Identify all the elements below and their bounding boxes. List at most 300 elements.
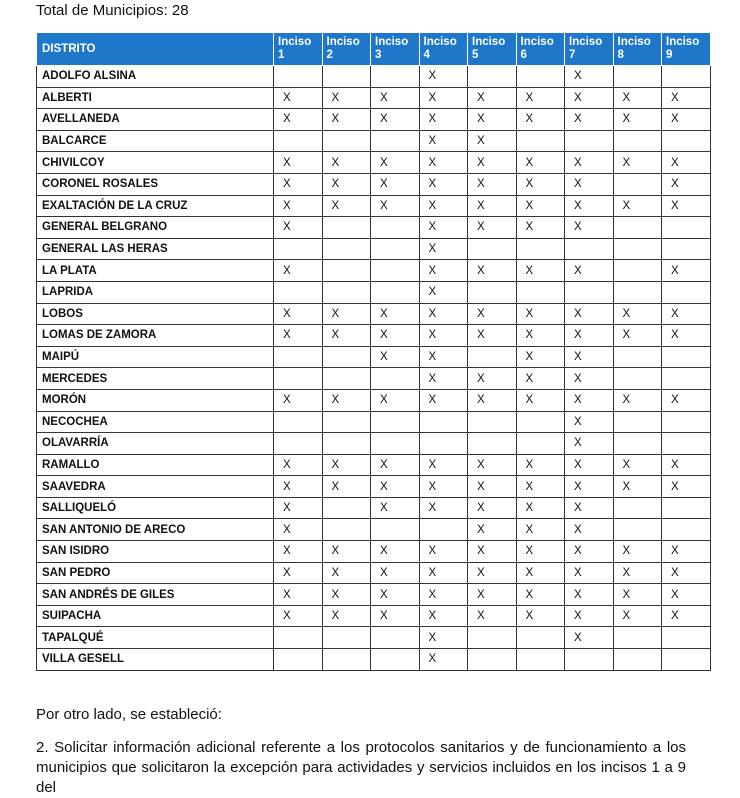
inciso-1-cell	[274, 281, 323, 303]
distrito-cell: MERCEDES	[37, 368, 274, 390]
inciso-4-cell: X	[419, 649, 468, 671]
inciso-8-cell	[613, 433, 662, 455]
inciso-6-cell	[516, 66, 565, 88]
table-row	[37, 562, 711, 584]
inciso-6-cell: X	[516, 87, 565, 109]
header-inciso-2: Inciso 2	[322, 33, 371, 66]
inciso-7-cell	[565, 238, 614, 260]
inciso-4-cell: X	[419, 476, 468, 498]
distrito-cell: BALCARCE	[37, 130, 274, 152]
inciso-4-cell: X	[419, 152, 468, 174]
inciso-3-cell: X	[371, 389, 420, 411]
table-row	[37, 627, 711, 649]
inciso-2-cell	[322, 130, 371, 152]
inciso-1-cell: X	[274, 389, 323, 411]
inciso-4-cell: X	[419, 195, 468, 217]
header-inciso-8: Inciso 8	[613, 33, 662, 66]
table-header-row	[37, 33, 711, 66]
inciso-1-cell: X	[274, 454, 323, 476]
header-inciso-4: Inciso 4	[419, 33, 468, 66]
inciso-8-cell	[613, 217, 662, 239]
inciso-2-cell: X	[322, 109, 371, 131]
table-row	[37, 260, 711, 282]
inciso-5-cell	[468, 649, 517, 671]
inciso-3-cell	[371, 649, 420, 671]
inciso-6-cell: X	[516, 195, 565, 217]
inciso-3-cell: X	[371, 303, 420, 325]
inciso-6-cell: X	[516, 519, 565, 541]
inciso-5-cell	[468, 281, 517, 303]
inciso-4-cell: X	[419, 605, 468, 627]
inciso-1-cell	[274, 346, 323, 368]
inciso-5-cell	[468, 411, 517, 433]
distrito-cell: GENERAL LAS HERAS	[37, 238, 274, 260]
inciso-8-cell	[613, 281, 662, 303]
distrito-cell: SAN ANDRÉS DE GILES	[37, 584, 274, 606]
inciso-7-cell: X	[565, 217, 614, 239]
inciso-7-cell: X	[565, 152, 614, 174]
inciso-3-cell: X	[371, 497, 420, 519]
table-row	[37, 454, 711, 476]
header-inciso-6: Inciso 6	[516, 33, 565, 66]
distrito-cell: LOBOS	[37, 303, 274, 325]
inciso-5-cell: X	[468, 519, 517, 541]
inciso-6-cell	[516, 649, 565, 671]
inciso-6-cell: X	[516, 152, 565, 174]
inciso-8-cell: X	[613, 476, 662, 498]
inciso-7-cell: X	[565, 66, 614, 88]
inciso-1-cell	[274, 368, 323, 390]
inciso-5-cell: X	[468, 562, 517, 584]
inciso-9-cell: X	[662, 541, 711, 563]
inciso-9-cell	[662, 497, 711, 519]
inciso-2-cell: X	[322, 454, 371, 476]
inciso-4-cell: X	[419, 562, 468, 584]
inciso-4-cell	[419, 433, 468, 455]
inciso-5-cell: X	[468, 152, 517, 174]
inciso-7-cell: X	[565, 195, 614, 217]
inciso-4-cell: X	[419, 130, 468, 152]
inciso-4-cell: X	[419, 497, 468, 519]
inciso-9-cell	[662, 217, 711, 239]
inciso-9-cell: X	[662, 389, 711, 411]
table-row	[37, 325, 711, 347]
distrito-cell: OLAVARRÍA	[37, 433, 274, 455]
distrito-cell: NECOCHEA	[37, 411, 274, 433]
inciso-3-cell: X	[371, 152, 420, 174]
table-row	[37, 649, 711, 671]
inciso-6-cell	[516, 627, 565, 649]
inciso-5-cell: X	[468, 87, 517, 109]
inciso-8-cell	[613, 649, 662, 671]
table-row	[37, 87, 711, 109]
inciso-3-cell: X	[371, 584, 420, 606]
inciso-8-cell: X	[613, 109, 662, 131]
inciso-5-cell: X	[468, 217, 517, 239]
inciso-8-cell	[613, 66, 662, 88]
inciso-6-cell	[516, 238, 565, 260]
inciso-2-cell	[322, 627, 371, 649]
inciso-9-cell	[662, 519, 711, 541]
inciso-8-cell: X	[613, 325, 662, 347]
distrito-cell: LA PLATA	[37, 260, 274, 282]
inciso-3-cell	[371, 519, 420, 541]
inciso-6-cell: X	[516, 173, 565, 195]
inciso-7-cell: X	[565, 519, 614, 541]
inciso-6-cell: X	[516, 497, 565, 519]
inciso-4-cell: X	[419, 303, 468, 325]
inciso-3-cell	[371, 433, 420, 455]
inciso-3-cell: X	[371, 87, 420, 109]
inciso-9-cell	[662, 433, 711, 455]
table-row	[37, 605, 711, 627]
inciso-2-cell	[322, 433, 371, 455]
distrito-cell: ADOLFO ALSINA	[37, 66, 274, 88]
inciso-7-cell: X	[565, 325, 614, 347]
inciso-1-cell: X	[274, 562, 323, 584]
inciso-1-cell: X	[274, 476, 323, 498]
total-municipios-label: Total de Municipios: 28	[36, 2, 189, 19]
inciso-4-cell: X	[419, 260, 468, 282]
inciso-2-cell: X	[322, 541, 371, 563]
inciso-6-cell: X	[516, 325, 565, 347]
inciso-3-cell	[371, 260, 420, 282]
inciso-4-cell: X	[419, 541, 468, 563]
inciso-2-cell: X	[322, 476, 371, 498]
inciso-7-cell: X	[565, 497, 614, 519]
inciso-3-cell: X	[371, 325, 420, 347]
inciso-5-cell: X	[468, 541, 517, 563]
distrito-cell: EXALTACIÓN DE LA CRUZ	[37, 195, 274, 217]
inciso-3-cell	[371, 368, 420, 390]
inciso-1-cell: X	[274, 152, 323, 174]
inciso-2-cell	[322, 217, 371, 239]
inciso-1-cell	[274, 238, 323, 260]
header-inciso-5: Inciso 5	[468, 33, 517, 66]
inciso-1-cell: X	[274, 217, 323, 239]
table-row	[37, 476, 711, 498]
inciso-5-cell: X	[468, 325, 517, 347]
inciso-9-cell: X	[662, 562, 711, 584]
inciso-2-cell: X	[322, 152, 371, 174]
inciso-8-cell: X	[613, 152, 662, 174]
inciso-7-cell	[565, 649, 614, 671]
distrito-cell: MAIPÚ	[37, 346, 274, 368]
municipios-table	[36, 32, 711, 671]
table-row	[37, 368, 711, 390]
inciso-3-cell: X	[371, 541, 420, 563]
inciso-9-cell	[662, 649, 711, 671]
distrito-cell: MORÓN	[37, 389, 274, 411]
inciso-7-cell: X	[565, 433, 614, 455]
inciso-5-cell: X	[468, 476, 517, 498]
inciso-4-cell	[419, 519, 468, 541]
inciso-5-cell: X	[468, 389, 517, 411]
inciso-1-cell: X	[274, 109, 323, 131]
inciso-8-cell: X	[613, 195, 662, 217]
inciso-1-cell: X	[274, 584, 323, 606]
inciso-6-cell	[516, 411, 565, 433]
inciso-7-cell: X	[565, 562, 614, 584]
inciso-8-cell	[613, 130, 662, 152]
inciso-5-cell: X	[468, 130, 517, 152]
table-row	[37, 433, 711, 455]
inciso-2-cell: X	[322, 584, 371, 606]
inciso-7-cell: X	[565, 476, 614, 498]
inciso-9-cell: X	[662, 584, 711, 606]
inciso-7-cell: X	[565, 368, 614, 390]
inciso-3-cell: X	[371, 562, 420, 584]
inciso-3-cell: X	[371, 173, 420, 195]
inciso-8-cell: X	[613, 562, 662, 584]
table-row	[37, 389, 711, 411]
inciso-5-cell: X	[468, 303, 517, 325]
inciso-6-cell: X	[516, 562, 565, 584]
inciso-3-cell	[371, 130, 420, 152]
header-inciso-3: Inciso 3	[371, 33, 420, 66]
inciso-9-cell: X	[662, 476, 711, 498]
inciso-3-cell	[371, 66, 420, 88]
inciso-7-cell: X	[565, 260, 614, 282]
inciso-9-cell	[662, 281, 711, 303]
inciso-3-cell	[371, 411, 420, 433]
inciso-9-cell	[662, 130, 711, 152]
inciso-6-cell: X	[516, 541, 565, 563]
inciso-1-cell: X	[274, 497, 323, 519]
inciso-7-cell	[565, 281, 614, 303]
inciso-6-cell: X	[516, 476, 565, 498]
inciso-2-cell	[322, 66, 371, 88]
inciso-2-cell	[322, 260, 371, 282]
inciso-6-cell: X	[516, 368, 565, 390]
inciso-2-cell: X	[322, 562, 371, 584]
inciso-9-cell: X	[662, 152, 711, 174]
inciso-8-cell	[613, 519, 662, 541]
distrito-cell: TAPALQUÉ	[37, 627, 274, 649]
table-row	[37, 195, 711, 217]
paragraph-item-2: 2. Solicitar información adicional referente a los protocolos sanitarios y de funcionamiento a los municipios que solicitaron la excepción para actividades y servicios incluidos en los incisos 1 a 9 del	[36, 739, 686, 796]
table-row	[37, 217, 711, 239]
distrito-cell: LAPRIDA	[37, 281, 274, 303]
inciso-9-cell: X	[662, 87, 711, 109]
table-row	[37, 173, 711, 195]
inciso-8-cell: X	[613, 541, 662, 563]
table-row	[37, 519, 711, 541]
inciso-9-cell: X	[662, 109, 711, 131]
inciso-8-cell	[613, 411, 662, 433]
inciso-9-cell	[662, 346, 711, 368]
inciso-2-cell: X	[322, 303, 371, 325]
inciso-6-cell	[516, 281, 565, 303]
inciso-5-cell: X	[468, 584, 517, 606]
distrito-cell: GENERAL BELGRANO	[37, 217, 274, 239]
inciso-9-cell: X	[662, 454, 711, 476]
inciso-4-cell: X	[419, 627, 468, 649]
table-row	[37, 411, 711, 433]
inciso-4-cell: X	[419, 346, 468, 368]
table-row	[37, 152, 711, 174]
distrito-cell: SAN ANTONIO DE ARECO	[37, 519, 274, 541]
inciso-4-cell: X	[419, 325, 468, 347]
inciso-9-cell	[662, 627, 711, 649]
distrito-cell: ALBERTI	[37, 87, 274, 109]
distrito-cell: SALLIQUELÓ	[37, 497, 274, 519]
inciso-9-cell: X	[662, 260, 711, 282]
inciso-8-cell	[613, 260, 662, 282]
inciso-1-cell: X	[274, 303, 323, 325]
table-row	[37, 541, 711, 563]
inciso-7-cell: X	[565, 541, 614, 563]
table-row	[37, 109, 711, 131]
inciso-1-cell: X	[274, 87, 323, 109]
distrito-cell: SUIPACHA	[37, 605, 274, 627]
inciso-9-cell: X	[662, 325, 711, 347]
inciso-2-cell: X	[322, 173, 371, 195]
distrito-cell: SAN PEDRO	[37, 562, 274, 584]
inciso-1-cell	[274, 66, 323, 88]
inciso-7-cell: X	[565, 303, 614, 325]
table-row	[37, 303, 711, 325]
inciso-6-cell	[516, 433, 565, 455]
table-row	[37, 130, 711, 152]
inciso-9-cell: X	[662, 605, 711, 627]
inciso-3-cell: X	[371, 476, 420, 498]
inciso-5-cell: X	[468, 173, 517, 195]
inciso-5-cell	[468, 238, 517, 260]
inciso-5-cell: X	[468, 368, 517, 390]
table-body	[37, 66, 711, 671]
inciso-3-cell: X	[371, 605, 420, 627]
inciso-7-cell: X	[565, 605, 614, 627]
inciso-8-cell	[613, 368, 662, 390]
inciso-6-cell	[516, 130, 565, 152]
inciso-5-cell: X	[468, 454, 517, 476]
inciso-4-cell: X	[419, 368, 468, 390]
inciso-5-cell: X	[468, 260, 517, 282]
inciso-4-cell: X	[419, 66, 468, 88]
inciso-3-cell: X	[371, 454, 420, 476]
table-row	[37, 584, 711, 606]
inciso-3-cell	[371, 238, 420, 260]
inciso-1-cell: X	[274, 325, 323, 347]
inciso-1-cell	[274, 627, 323, 649]
inciso-7-cell: X	[565, 173, 614, 195]
inciso-7-cell: X	[565, 584, 614, 606]
inciso-7-cell: X	[565, 411, 614, 433]
inciso-9-cell	[662, 411, 711, 433]
inciso-7-cell: X	[565, 87, 614, 109]
inciso-4-cell: X	[419, 173, 468, 195]
distrito-cell: CORONEL ROSALES	[37, 173, 274, 195]
inciso-8-cell	[613, 173, 662, 195]
inciso-2-cell: X	[322, 195, 371, 217]
inciso-4-cell: X	[419, 87, 468, 109]
inciso-5-cell: X	[468, 109, 517, 131]
inciso-5-cell: X	[468, 605, 517, 627]
inciso-8-cell	[613, 346, 662, 368]
inciso-5-cell	[468, 627, 517, 649]
header-inciso-1: Inciso 1	[274, 33, 323, 66]
inciso-2-cell	[322, 281, 371, 303]
inciso-8-cell	[613, 627, 662, 649]
inciso-5-cell	[468, 433, 517, 455]
distrito-cell: AVELLANEDA	[37, 109, 274, 131]
inciso-1-cell: X	[274, 541, 323, 563]
inciso-2-cell	[322, 519, 371, 541]
inciso-3-cell: X	[371, 195, 420, 217]
inciso-4-cell: X	[419, 109, 468, 131]
inciso-6-cell: X	[516, 389, 565, 411]
inciso-7-cell: X	[565, 454, 614, 476]
inciso-4-cell: X	[419, 217, 468, 239]
inciso-9-cell: X	[662, 173, 711, 195]
distrito-cell: SAN ISIDRO	[37, 541, 274, 563]
inciso-5-cell: X	[468, 195, 517, 217]
inciso-6-cell: X	[516, 109, 565, 131]
distrito-cell: CHIVILCOY	[37, 152, 274, 174]
inciso-2-cell	[322, 238, 371, 260]
inciso-5-cell	[468, 66, 517, 88]
inciso-6-cell: X	[516, 260, 565, 282]
table-row	[37, 238, 711, 260]
inciso-8-cell: X	[613, 454, 662, 476]
inciso-4-cell: X	[419, 281, 468, 303]
inciso-9-cell	[662, 238, 711, 260]
inciso-1-cell	[274, 649, 323, 671]
inciso-7-cell: X	[565, 389, 614, 411]
inciso-6-cell: X	[516, 346, 565, 368]
inciso-3-cell: X	[371, 109, 420, 131]
inciso-8-cell: X	[613, 87, 662, 109]
table-row	[37, 497, 711, 519]
table-row	[37, 66, 711, 88]
inciso-6-cell: X	[516, 303, 565, 325]
inciso-3-cell	[371, 217, 420, 239]
inciso-2-cell	[322, 411, 371, 433]
inciso-8-cell	[613, 497, 662, 519]
inciso-8-cell	[613, 238, 662, 260]
inciso-3-cell	[371, 627, 420, 649]
inciso-9-cell	[662, 66, 711, 88]
table-row	[37, 346, 711, 368]
inciso-9-cell: X	[662, 303, 711, 325]
inciso-1-cell	[274, 130, 323, 152]
table-row	[37, 281, 711, 303]
inciso-4-cell: X	[419, 389, 468, 411]
inciso-1-cell: X	[274, 173, 323, 195]
inciso-1-cell: X	[274, 195, 323, 217]
inciso-2-cell	[322, 346, 371, 368]
inciso-1-cell: X	[274, 519, 323, 541]
inciso-2-cell	[322, 649, 371, 671]
inciso-2-cell	[322, 497, 371, 519]
inciso-3-cell	[371, 281, 420, 303]
inciso-4-cell: X	[419, 584, 468, 606]
inciso-2-cell: X	[322, 389, 371, 411]
header-inciso-9: Inciso 9	[662, 33, 711, 66]
inciso-5-cell: X	[468, 497, 517, 519]
inciso-5-cell	[468, 346, 517, 368]
distrito-cell: VILLA GESELL	[37, 649, 274, 671]
inciso-9-cell: X	[662, 195, 711, 217]
inciso-2-cell: X	[322, 325, 371, 347]
distrito-cell: RAMALLO	[37, 454, 274, 476]
header-inciso-7: Inciso 7	[565, 33, 614, 66]
inciso-1-cell: X	[274, 260, 323, 282]
inciso-1-cell	[274, 411, 323, 433]
header-distrito: DISTRITO	[37, 33, 274, 66]
inciso-2-cell: X	[322, 87, 371, 109]
